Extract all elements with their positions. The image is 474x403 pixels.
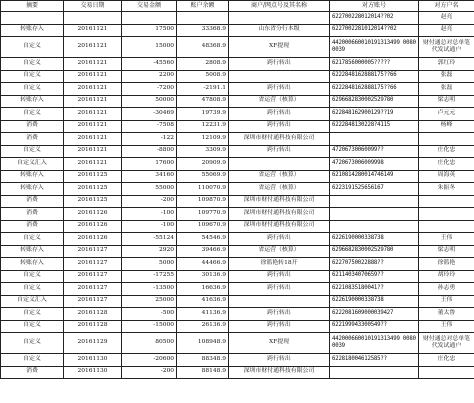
counterparty-name-cell: 梁志明 — [419, 95, 474, 108]
summary-cell: 转账存入 — [1, 170, 64, 183]
balance-cell: 48368.9 — [177, 37, 229, 58]
table-row — [1, 308, 474, 321]
trade-amount-cell: -13500 — [122, 283, 177, 296]
counterparty-account-cell — [330, 220, 419, 233]
trade-amount-cell: -200 — [122, 366, 177, 379]
summary-cell: 消费 — [1, 120, 64, 133]
table-row — [1, 295, 474, 308]
header-counterparty-account: 对方账号 — [330, 1, 419, 12]
counterparty-account-cell: 622848162900129??19 — [330, 108, 419, 121]
trade-date-cell: 20161121 — [64, 95, 122, 108]
merchant-cell: 省运营（核算） — [229, 183, 330, 196]
summary-cell: 转账存入 — [1, 24, 64, 37]
counterparty-name-cell: 赵亮 — [419, 24, 474, 37]
balance-cell: 16636.9 — [177, 283, 229, 296]
counterparty-account-cell: 6296682830002529780 — [330, 245, 419, 258]
trade-amount-cell: -100 — [122, 208, 177, 221]
table-row — [1, 108, 474, 121]
table-row — [1, 208, 474, 221]
trade-amount-cell: 25000 — [122, 295, 177, 308]
counterparty-account-cell: 6222848130228?4115 — [330, 120, 419, 133]
header-merchant: 商户/网点号及其名称 — [229, 1, 330, 12]
trade-amount-cell: 15000 — [122, 37, 177, 58]
summary-cell: 自定义汇入 — [1, 158, 64, 171]
trade-amount-cell: -30469 — [122, 108, 177, 121]
trade-date-cell: 20161129 — [64, 333, 122, 354]
table-row — [1, 270, 474, 283]
table-row — [1, 133, 474, 146]
counterparty-name-cell: 财付通总对总单笔代发试通户 — [419, 333, 474, 354]
summary-cell: 转账存入 — [1, 245, 64, 258]
trade-date-cell: 20161121 — [64, 158, 122, 171]
balance-cell: -2191.1 — [177, 83, 229, 96]
merchant-cell: 山东省分行本级 — [229, 24, 330, 37]
counterparty-account-cell: 62270750022888?? — [330, 258, 419, 271]
counterparty-account-cell — [330, 133, 419, 146]
summary-cell: 转账存入 — [1, 95, 64, 108]
counterparty-account-cell: 622818004612585?? — [330, 354, 419, 367]
counterparty-account-cell: 442000660010191313499 00800039 — [330, 37, 419, 58]
trade-amount-cell: -7200 — [122, 83, 177, 96]
header-balance: 账户余额 — [177, 1, 229, 12]
counterparty-name-cell: 王伟 — [419, 233, 474, 246]
counterparty-account-cell: 6222848162888175??66 — [330, 70, 419, 83]
trade-amount-cell: -8800 — [122, 145, 177, 158]
balance-cell: 110070.9 — [177, 183, 229, 196]
trade-amount-cell: -500 — [122, 308, 177, 321]
balance-cell: 20909.9 — [177, 158, 229, 171]
table-row — [1, 158, 474, 171]
balance-cell: 108948.9 — [177, 333, 229, 354]
trade-amount-cell: -100 — [122, 220, 177, 233]
trade-date-cell: 20161127 — [64, 270, 122, 283]
table-row — [1, 258, 474, 271]
counterparty-account-cell: 6223191525656167 — [330, 183, 419, 196]
table-row — [1, 333, 474, 354]
merchant-cell: 跨行转出 — [229, 120, 330, 133]
merchant-cell: 跨行转出 — [229, 83, 330, 96]
counterparty-account-cell: 622700228012014??02 — [330, 12, 419, 25]
trade-date-cell: 20161127 — [64, 295, 122, 308]
counterparty-account-cell: 47206730060099?? — [330, 145, 419, 158]
counterparty-name-cell: 赵亮 — [419, 12, 474, 25]
summary-cell: 自定义 — [1, 233, 64, 246]
trade-date-cell: 20161121 — [64, 120, 122, 133]
merchant-cell: 跨行转出 — [229, 283, 330, 296]
summary-cell: 自定义 — [1, 308, 64, 321]
summary-cell: 消费 — [1, 195, 64, 208]
balance-cell: 26136.9 — [177, 320, 229, 333]
balance-cell: 41136.9 — [177, 308, 229, 321]
merchant-cell: 深圳市财付通科技有限公司 — [229, 208, 330, 221]
table-row — [1, 220, 474, 233]
counterparty-name-cell: 朱振冬 — [419, 183, 474, 196]
balance-cell: 12231.9 — [177, 120, 229, 133]
trade-amount-cell: 2200 — [122, 70, 177, 83]
trade-amount-cell: -200 — [122, 195, 177, 208]
merchant-cell — [229, 295, 330, 308]
counterparty-account-cell: 6226190000338738 — [330, 295, 419, 308]
merchant-cell: 省运营（核算） — [229, 170, 330, 183]
merchant-cell: 跨行转出 — [229, 58, 330, 71]
trade-date-cell: 20161130 — [64, 366, 122, 379]
summary-cell: 转账存入 — [1, 183, 64, 196]
counterparty-name-cell — [419, 220, 474, 233]
merchant-cell: 跨行转出 — [229, 233, 330, 246]
counterparty-name-cell — [419, 133, 474, 146]
balance-cell: 109670.9 — [177, 220, 229, 233]
trade-date-cell: 20161126 — [64, 233, 122, 246]
merchant-cell: 深圳市财付通科技有限公司 — [229, 195, 330, 208]
trade-amount-cell: 5000 — [122, 258, 177, 271]
merchant-cell: 跨行转出 — [229, 145, 330, 158]
merchant-cell: 跨行转出 — [229, 354, 330, 367]
table-row — [1, 170, 474, 183]
trade-amount-cell — [122, 12, 177, 25]
summary-cell: 自定义 — [1, 283, 64, 296]
summary-cell: 消费 — [1, 208, 64, 221]
balance-cell: 54546.9 — [177, 233, 229, 246]
summary-cell: 消费 — [1, 133, 64, 146]
trade-amount-cell: -17255 — [122, 270, 177, 283]
merchant-cell: 跨行转出 — [229, 270, 330, 283]
counterparty-account-cell — [330, 366, 419, 379]
counterparty-name-cell — [419, 366, 474, 379]
merchant-cell: 跨行转出 — [229, 308, 330, 321]
counterparty-name-cell — [419, 208, 474, 221]
counterparty-name-cell: 胡玲玲 — [419, 270, 474, 283]
counterparty-account-cell: 6210814280014746149 — [330, 170, 419, 183]
trade-date-cell: 20161125 — [64, 183, 122, 196]
balance-cell: 5008.9 — [177, 70, 229, 83]
trade-amount-cell: -7508 — [122, 120, 177, 133]
counterparty-name-cell — [419, 195, 474, 208]
trade-date-cell: 20161125 — [64, 195, 122, 208]
summary-cell: 转账存入 — [1, 258, 64, 271]
merchant-cell: 省运营（核算） — [229, 95, 330, 108]
balance-cell: 41636.9 — [177, 295, 229, 308]
merchant-cell: 深圳市财付通科技有限公司 — [229, 133, 330, 146]
header-summary: 摘要 — [1, 1, 64, 12]
balance-cell: 39466.9 — [177, 245, 229, 258]
table-row — [1, 354, 474, 367]
counterparty-name-cell: 梁志明 — [419, 245, 474, 258]
counterparty-account-cell: 62114034070659?? — [330, 270, 419, 283]
summary-cell: 自定义 — [1, 83, 64, 96]
table-row — [1, 58, 474, 71]
merchant-cell: XF提现 — [229, 333, 330, 354]
merchant-cell — [229, 12, 330, 25]
counterparty-account-cell: 62210835180041?? — [330, 283, 419, 296]
balance-cell: 109770.9 — [177, 208, 229, 221]
summary-cell: 自定义 — [1, 320, 64, 333]
table-row — [1, 145, 474, 158]
trade-date-cell: 20161126 — [64, 220, 122, 233]
counterparty-name-cell: 周海英 — [419, 170, 474, 183]
balance-cell: 3309.9 — [177, 145, 229, 158]
trade-amount-cell: 55000 — [122, 183, 177, 196]
table-row — [1, 366, 474, 379]
trade-date-cell: 20161127 — [64, 245, 122, 258]
table-row — [1, 320, 474, 333]
counterparty-name-cell: 杨峰 — [419, 120, 474, 133]
balance-cell: 30136.9 — [177, 270, 229, 283]
trade-amount-cell: -45560 — [122, 58, 177, 71]
counterparty-account-cell: 622199943300549?? — [330, 320, 419, 333]
summary-cell: 自定义 — [1, 37, 64, 58]
trade-date-cell: 20161121 — [64, 83, 122, 96]
counterparty-account-cell: 6222848162888175??66 — [330, 83, 419, 96]
balance-cell: 47808.9 — [177, 95, 229, 108]
counterparty-name-cell: 张磊 — [419, 83, 474, 96]
merchant-cell: 跨行转出 — [229, 108, 330, 121]
trade-date-cell: 20161121 — [64, 108, 122, 121]
table-row — [1, 70, 474, 83]
table-row — [1, 24, 474, 37]
summary-cell: 消费 — [1, 220, 64, 233]
counterparty-name-cell: 庄化忠 — [419, 158, 474, 171]
merchant-cell: 深圳市财付通科技有限公司 — [229, 366, 330, 379]
trade-amount-cell: 34160 — [122, 170, 177, 183]
trade-date-cell: 20161121 — [64, 24, 122, 37]
header-counterparty-name: 对方户名 — [419, 1, 474, 12]
table-row — [1, 183, 474, 196]
balance-cell: 12109.9 — [177, 133, 229, 146]
balance-cell: 33368.9 — [177, 24, 229, 37]
merchant-cell: 省运营（核算） — [229, 245, 330, 258]
counterparty-name-cell: 徐篮艳 — [419, 258, 474, 271]
counterparty-name-cell: 王伟 — [419, 320, 474, 333]
trade-date-cell: 20161128 — [64, 320, 122, 333]
balance-cell: 55069.9 — [177, 170, 229, 183]
summary-cell: 自定义 — [1, 333, 64, 354]
balance-cell: 109870.9 — [177, 195, 229, 208]
table-row — [1, 83, 474, 96]
table-row — [1, 283, 474, 296]
balance-cell: 88148.9 — [177, 366, 229, 379]
trade-date-cell — [64, 12, 122, 25]
counterparty-account-cell: 442000660010191313499 00800039 — [330, 333, 419, 354]
trade-date-cell: 20161126 — [64, 208, 122, 221]
table-row — [1, 245, 474, 258]
counterparty-account-cell — [330, 195, 419, 208]
trade-amount-cell: -15000 — [122, 320, 177, 333]
counterparty-account-cell: 6227002281012014??02 — [330, 24, 419, 37]
counterparty-name-cell: 财付通总对总单笔代发试通户 — [419, 37, 474, 58]
header-trade-amount: 交易金额 — [122, 1, 177, 12]
table-row — [1, 12, 474, 25]
table-row — [1, 95, 474, 108]
table-row — [1, 37, 474, 58]
trade-amount-cell: 2920 — [122, 245, 177, 258]
merchant-cell: XF提现 — [229, 37, 330, 58]
summary-cell: 自定义汇入 — [1, 295, 64, 308]
header-trade-date: 交易日期 — [64, 1, 122, 12]
trade-date-cell: 20161125 — [64, 170, 122, 183]
trade-date-cell: 20161121 — [64, 70, 122, 83]
counterparty-name-cell: 王伟 — [419, 295, 474, 308]
balance-cell: 88348.9 — [177, 354, 229, 367]
trade-date-cell: 20161127 — [64, 283, 122, 296]
trade-date-cell: 20161121 — [64, 133, 122, 146]
counterparty-account-cell: 4720673006009998 — [330, 158, 419, 171]
table-row — [1, 120, 474, 133]
counterparty-account-cell: 6222081609000039427 — [330, 308, 419, 321]
trade-amount-cell: -20600 — [122, 354, 177, 367]
trade-date-cell: 20161121 — [64, 58, 122, 71]
trade-date-cell: 20161121 — [64, 145, 122, 158]
summary-cell: 自定义 — [1, 58, 64, 71]
trade-amount-cell: 50000 — [122, 95, 177, 108]
trade-date-cell: 20161127 — [64, 258, 122, 271]
summary-cell — [1, 12, 64, 25]
trade-date-cell: 20161121 — [64, 37, 122, 58]
merchant-cell: 徐篮艳转18开 — [229, 258, 330, 271]
counterparty-account-cell — [330, 208, 419, 221]
summary-cell: 自定义 — [1, 108, 64, 121]
summary-cell: 自定义 — [1, 354, 64, 367]
merchant-cell — [229, 158, 330, 171]
table-row — [1, 195, 474, 208]
counterparty-name-cell: 庄化忠 — [419, 354, 474, 367]
counterparty-name-cell: 郭红玲 — [419, 58, 474, 71]
summary-cell: 消费 — [1, 366, 64, 379]
table-row — [1, 233, 474, 246]
trade-amount-cell: 80500 — [122, 333, 177, 354]
counterparty-name-cell: 庄化忠 — [419, 145, 474, 158]
balance-cell — [177, 12, 229, 25]
counterparty-name-cell: 孙志勇 — [419, 283, 474, 296]
summary-cell: 自定义 — [1, 145, 64, 158]
trade-date-cell: 20161130 — [64, 354, 122, 367]
counterparty-name-cell: 张磊 — [419, 70, 474, 83]
merchant-cell: 跨行转出 — [229, 320, 330, 333]
trade-amount-cell: -55124 — [122, 233, 177, 246]
trade-date-cell: 20161128 — [64, 308, 122, 321]
summary-cell: 自定义 — [1, 270, 64, 283]
trade-amount-cell: -122 — [122, 133, 177, 146]
counterparty-name-cell: 卢元元 — [419, 108, 474, 121]
counterparty-name-cell: 董太鲁 — [419, 308, 474, 321]
trade-amount-cell: 17500 — [122, 24, 177, 37]
table-header-row — [1, 1, 474, 12]
balance-cell: 44466.9 — [177, 258, 229, 271]
merchant-cell — [229, 70, 330, 83]
summary-cell: 自定义 — [1, 70, 64, 83]
balance-cell: 2808.9 — [177, 58, 229, 71]
merchant-cell: 深圳市财付通科技有限公司 — [229, 220, 330, 233]
counterparty-account-cell: 6226190000338738 — [330, 233, 419, 246]
balance-cell: 19739.9 — [177, 108, 229, 121]
trade-amount-cell: 17600 — [122, 158, 177, 171]
counterparty-account-cell: 6217856000005????? — [330, 58, 419, 71]
counterparty-account-cell: 6296682830002529780 — [330, 95, 419, 108]
